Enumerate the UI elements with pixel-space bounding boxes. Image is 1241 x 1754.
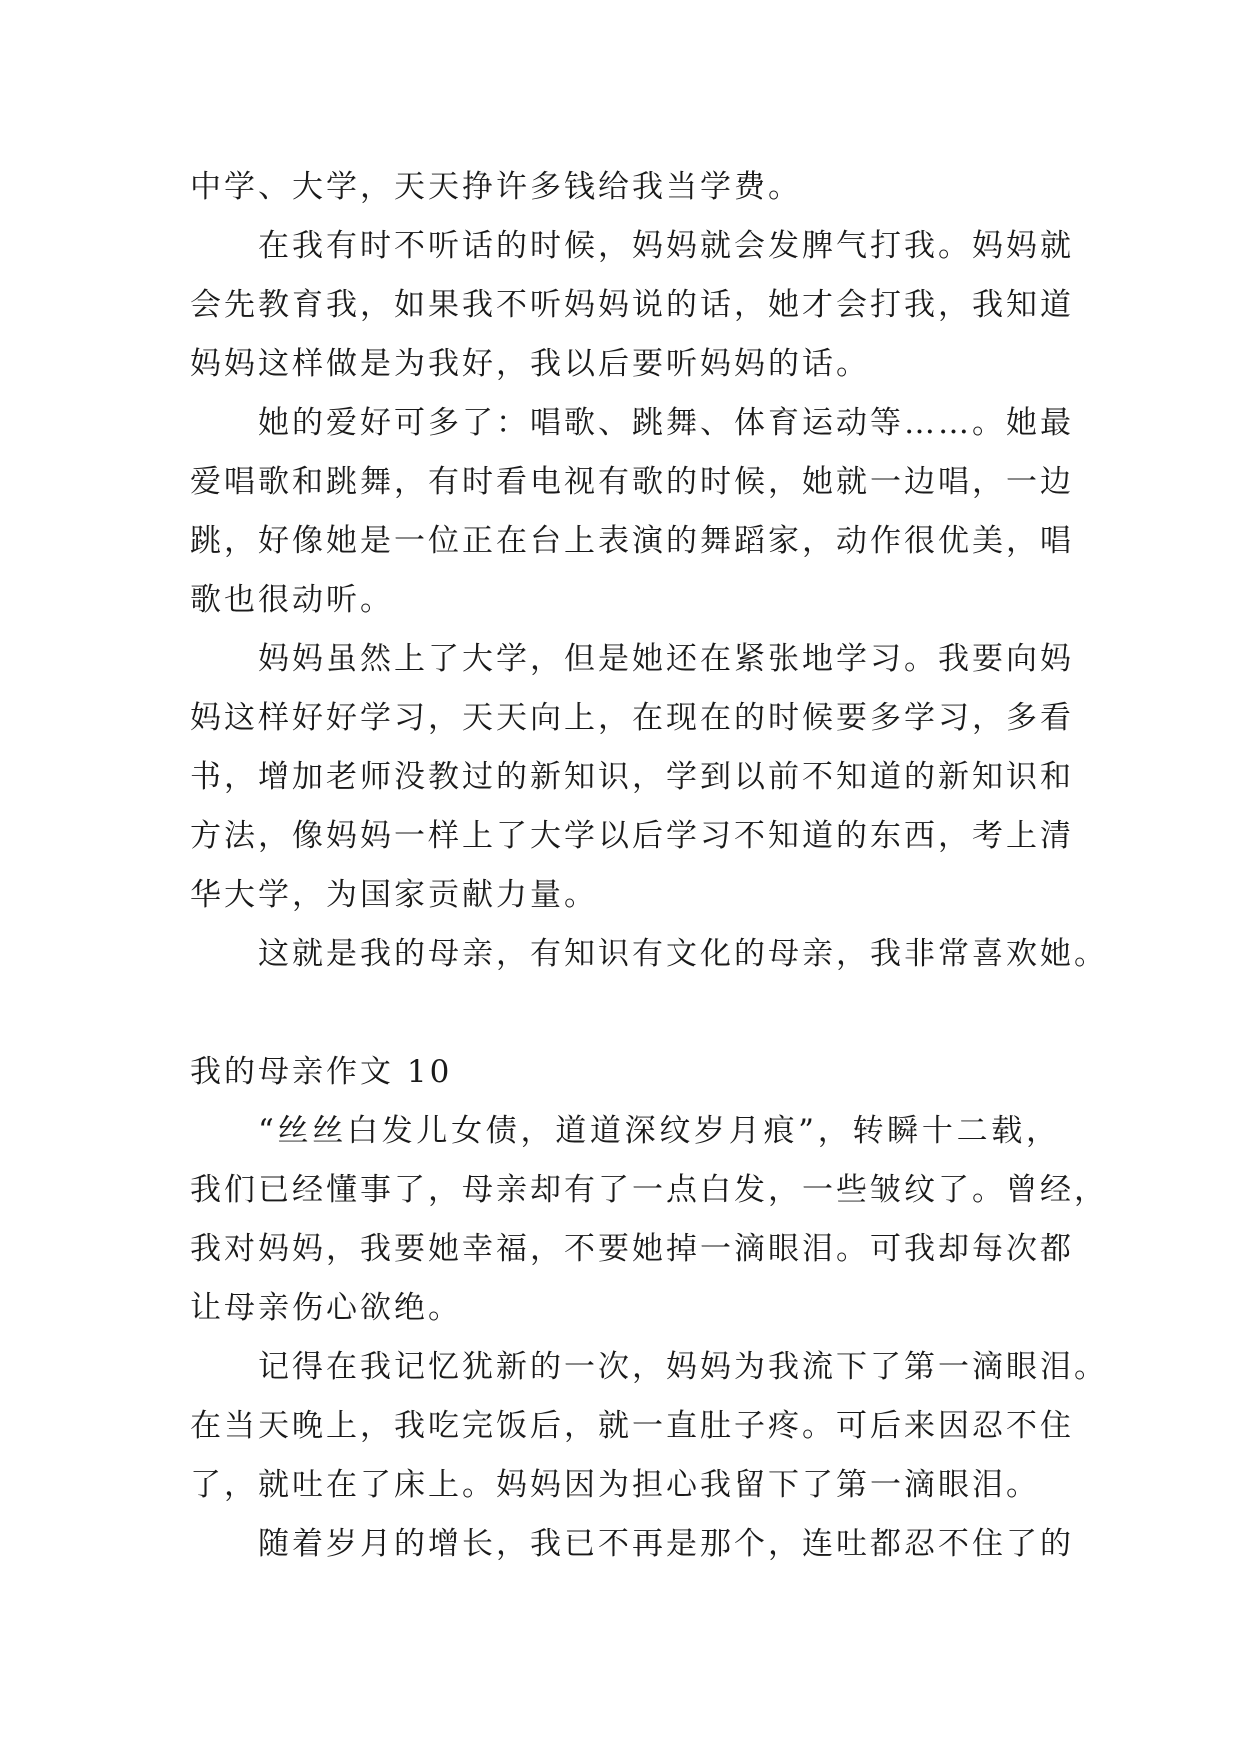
text-line: 了，就吐在了床上。妈妈因为担心我留下了第一滴眼泪。 <box>190 1467 1040 1503</box>
text-line: 妈妈虽然上了大学，但是她还在紧张地学习。我要向妈 <box>258 641 1074 677</box>
text-line: 她的爱好可多了：唱歌、跳舞、体育运动等……。她最 <box>258 405 1074 441</box>
text-line: 妈这样好好学习，天天向上，在现在的时候要多学习，多看 <box>190 700 1074 736</box>
text-line: 书，增加老师没教过的新知识，学到以前不知道的新知识和 <box>190 759 1074 795</box>
text-line: 随着岁月的增长，我已不再是那个，连吐都忍不住了的 <box>258 1526 1074 1562</box>
essay-body <box>190 158 1108 1574</box>
text-line: 爱唱歌和跳舞，有时看电视有歌的时候，她就一边唱，一边 <box>190 464 1074 500</box>
text-line: 让母亲伤心欲绝。 <box>190 1290 462 1326</box>
text-line: 歌也很动听。 <box>190 582 394 618</box>
paragraph-gap <box>190 984 1060 1043</box>
text-line: “丝丝白发儿女债，道道深纹岁月痕”，转瞬十二载， <box>258 1113 1060 1149</box>
text-line: 方法，像妈妈一样上了大学以后学习不知道的东西，考上清 <box>190 818 1074 854</box>
text-line: 妈妈这样做是为我好，我以后要听妈妈的话。 <box>190 346 870 382</box>
text-line: 记得在我记忆犹新的一次，妈妈为我流下了第一滴眼泪。 <box>258 1349 1108 1385</box>
text-line: 在当天晚上，我吃完饭后，就一直肚子疼。可后来因忍不住 <box>190 1408 1074 1444</box>
text-line: 跳，好像她是一位正在台上表演的舞蹈家，动作很优美，唱 <box>190 523 1074 559</box>
text-line: 这就是我的母亲，有知识有文化的母亲，我非常喜欢她。 <box>258 936 1108 972</box>
text-line: 会先教育我，如果我不听妈妈说的话，她才会打我，我知道 <box>190 287 1074 323</box>
section-title: 我的母亲作文 10 <box>190 1054 453 1090</box>
text-line: 我们已经懂事了，母亲却有了一点白发，一些皱纹了。曾经， <box>190 1172 1108 1208</box>
text-line: 华大学，为国家贡献力量。 <box>190 877 598 913</box>
text-line: 我对妈妈，我要她幸福，不要她掉一滴眼泪。可我却每次都 <box>190 1231 1074 1267</box>
text-line: 在我有时不听话的时候，妈妈就会发脾气打我。妈妈就 <box>258 228 1074 264</box>
text-line: 中学、大学，天天挣许多钱给我当学费。 <box>190 169 802 205</box>
